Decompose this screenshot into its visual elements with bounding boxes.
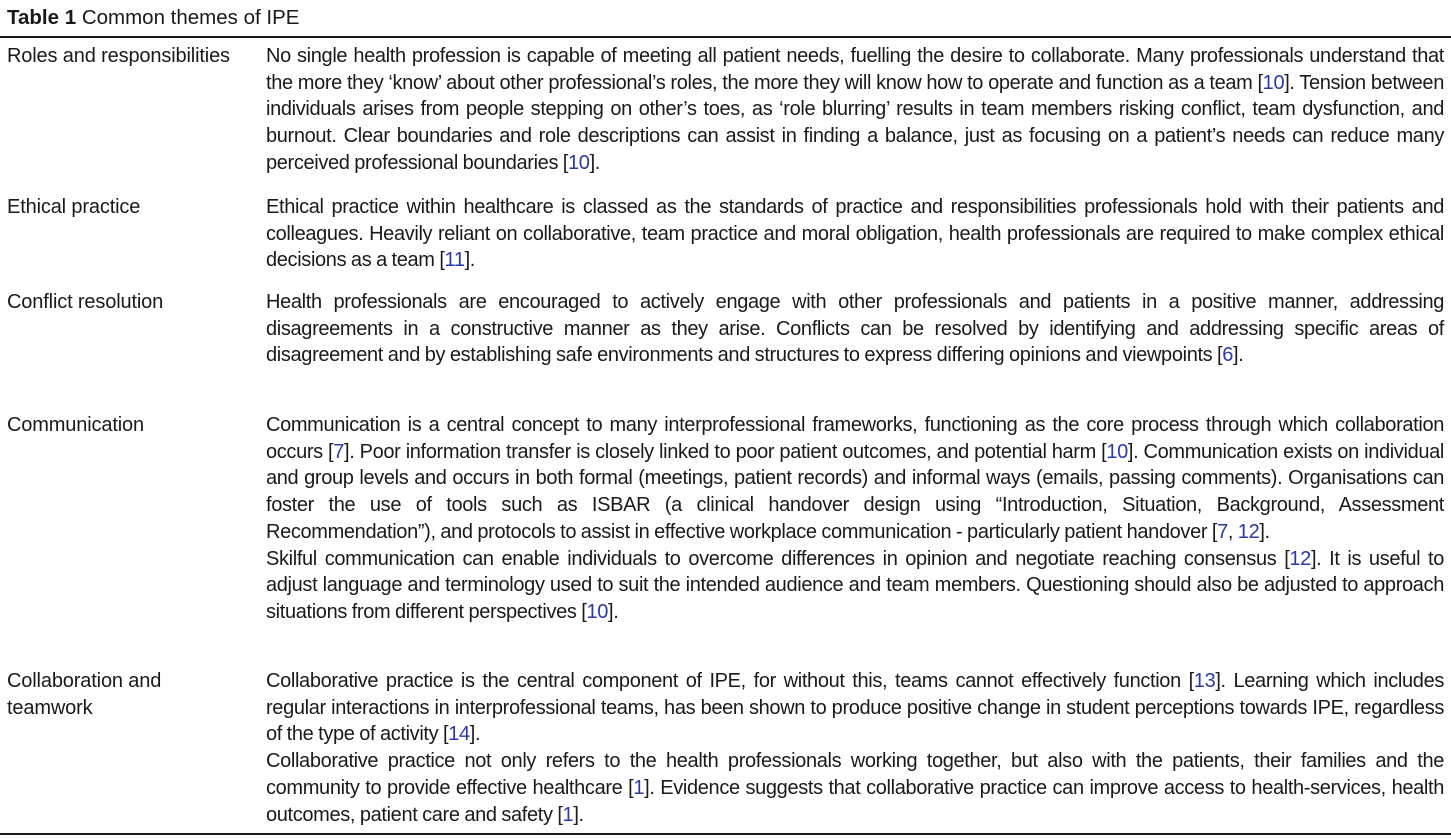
description-text: ]. <box>1233 344 1244 367</box>
theme-cell: Roles and responsibilities <box>7 45 230 67</box>
citation-link[interactable]: 14 <box>448 723 470 746</box>
theme-cell: Collaboration and teamwork <box>7 670 162 719</box>
description-text: ]. <box>573 803 584 826</box>
description-text: Skilful communication can enable individuals to overcome differences in opinion and negotiate reaching consensus [ <box>266 547 1290 570</box>
description-text: Collaborative practice not only refers to the health professionals working together, but also with the patients, their families and the community to provide effective healthcare [ <box>266 750 1444 799</box>
description-text: ]. It is useful to adjust language and terminology used to suit the intended audience and team members. Questioning should also be adjusted to approach situations from different perspectives [ <box>266 547 1444 623</box>
description-cell <box>266 194 1444 274</box>
description-text: ]. Tension between individuals arises from people stepping on other’s toes, as ‘role blurring’ results in team members risking conflict, team dysfunction, and burnout. Clear boundaries and role descriptions can assist in finding a balance, just as focusing on a patient’s needs can reduce many perceived professional boundaries [ <box>266 71 1444 174</box>
citation-link[interactable]: 13 <box>1193 670 1216 692</box>
citation-link[interactable]: 12 <box>1289 547 1311 570</box>
citation-link[interactable]: 7 <box>1217 520 1228 543</box>
description-paragraph <box>266 412 1444 546</box>
description-text: , <box>1227 520 1238 543</box>
table-caption-title: Common themes of IPE <box>76 6 300 29</box>
description-paragraph <box>266 289 1444 369</box>
description-cell <box>266 43 1444 177</box>
description-text: ]. <box>1259 520 1270 543</box>
description-text: Ethical practice within healthcare is classed as the standards of practice and responsibilities professionals hold with their patients and colleagues. Heavily reliant on collaborative, team practice and moral obligation, health professionals are required to make complex ethical decisions as a team [ <box>266 196 1444 272</box>
description-text: Communication is a central concept to many interprofessional frameworks, functioning as the core process through which collaboration occurs [ <box>266 414 1444 463</box>
table-top-rule <box>0 36 1451 38</box>
description-text: ]. Communication exists on individual and group levels and occurs in both formal (meetings, patient records) and informal ways (emails, passing comments). Organisations can foster the use of tools such as ISBAR (a clinical handover design using “Introduction, Situation, Background, Assessment Recommendation”), and protocols to assist in effective workplace communication - particularly patient handover [ <box>266 440 1444 543</box>
citation-link[interactable]: 6 <box>1222 344 1234 367</box>
table-bottom-rule <box>0 833 1451 835</box>
description-text: ]. <box>464 249 476 272</box>
citation-link[interactable]: 1 <box>562 803 574 826</box>
theme-cell: Conflict resolution <box>7 291 164 313</box>
description-paragraph <box>266 748 1444 828</box>
citation-link[interactable]: 10 <box>1106 440 1128 463</box>
description-paragraph <box>266 194 1444 274</box>
description-paragraph <box>266 43 1444 177</box>
theme-cell: Communication <box>7 414 144 436</box>
description-text: ]. Evidence suggests that collaborative practice can improve access to health-services, health outcomes, patient care and safety [ <box>266 776 1444 826</box>
description-text: ]. <box>469 723 481 746</box>
description-paragraph <box>266 668 1444 748</box>
description-cell <box>266 412 1444 626</box>
citation-link[interactable]: 12 <box>1237 520 1260 543</box>
description-cell <box>266 289 1444 369</box>
theme-cell: Ethical practice <box>7 196 141 218</box>
citation-link[interactable]: 1 <box>633 776 645 799</box>
description-text: ]. <box>589 151 600 174</box>
citation-link[interactable]: 11 <box>444 249 465 272</box>
description-cell <box>266 668 1444 828</box>
description-text: No single health profession is capable of meeting all patient needs, fuelling the desire to collaborate. Many professionals understand that the more they ‘know’ about other professional’s roles, the more they will know how to operate and function as a team [ <box>266 45 1444 94</box>
citation-link[interactable]: 10 <box>586 600 609 623</box>
description-text: Health professionals are encouraged to actively engage with other professionals and patients in a positive manner, addressing disagreements in a constructive manner as they arise. Conflicts can be resolved by identifying and addressing specific areas of disagreement and by establishing safe environments and structures to express differing opinions and viewpoints [ <box>266 291 1444 367</box>
table-caption-label: Table 1 <box>7 6 77 29</box>
description-paragraph <box>266 546 1444 626</box>
description-text: Collaborative practice is the central component of IPE, for without this, teams cannot effectively function [ <box>266 670 1194 692</box>
citation-link[interactable]: 7 <box>333 440 345 463</box>
description-text: ]. <box>608 600 619 623</box>
table-caption <box>7 5 299 31</box>
citation-link[interactable]: 10 <box>1262 71 1285 94</box>
description-text: ]. Poor information transfer is closely linked to poor patient outcomes, and potential harm [ <box>344 440 1107 463</box>
description-text: ]. Learning which includes regular interactions in interprofessional teams, has been shown to produce positive change in student perceptions towards IPE, regardless of the type of activity [ <box>266 670 1444 746</box>
citation-link[interactable]: 10 <box>568 151 590 174</box>
